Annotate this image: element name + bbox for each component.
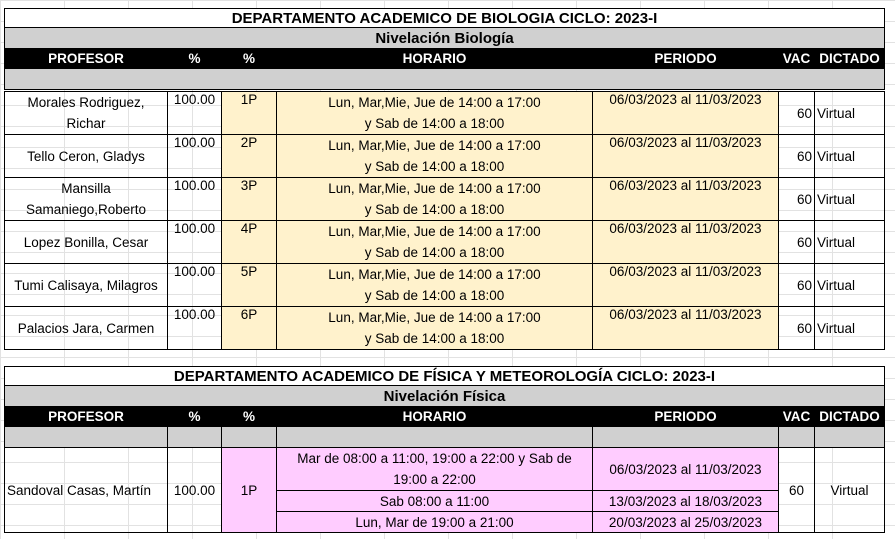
biologia-row (5, 221, 885, 264)
profesor-cell: Tello Ceron, Gladys (5, 135, 168, 178)
dictado-cell: Virtual (815, 307, 885, 350)
horario-line-2: y Sab de 14:00 a 18:00 (364, 202, 505, 217)
horario-cell (277, 221, 593, 264)
grupo-cell: 6P (222, 307, 277, 350)
pct-cell: 100.00 (168, 448, 222, 533)
header-horario: HORARIO (277, 49, 593, 69)
blank-cell (593, 427, 779, 448)
horario-line-1: Lun, Mar,Mie, Jue de 14:00 a 17:00 (328, 267, 541, 282)
periodo-cell: 06/03/2023 al 11/03/2023 (593, 135, 779, 178)
horario-cell (277, 264, 593, 307)
biologia-title-row (5, 9, 885, 28)
dictado-cell: Virtual (815, 92, 885, 135)
profesor-cell: Lopez Bonilla, Cesar (5, 221, 168, 264)
biologia-header-row (5, 49, 885, 69)
horario-cell (277, 135, 593, 178)
header-vac: VAC (779, 49, 815, 69)
horario-line-1: Lun, Mar,Mie, Jue de 14:00 a 17:00 (328, 310, 541, 325)
profesor-cell: Sandoval Casas, Martín (5, 448, 168, 533)
pct-cell: 100.00 (168, 264, 222, 307)
profesor-cell: Mansilla Samaniego,Roberto (5, 178, 168, 221)
periodo-cell: 06/03/2023 al 11/03/2023 (593, 307, 779, 350)
horario-cell (277, 178, 593, 221)
pct-cell: 100.00 (168, 92, 222, 135)
pct-cell: 100.00 (168, 135, 222, 178)
profesor-cell: Morales Rodriguez, Richar (5, 92, 168, 135)
vac-cell: 60 (779, 221, 815, 264)
biologia-title: DEPARTAMENTO ACADEMICO DE BIOLOGIA CICLO: 2023-I (5, 9, 885, 28)
fisica-title: DEPARTAMENTO ACADEMICO DE FÍSICA Y METEOROLOGÍA CICLO: 2023-I (5, 367, 885, 386)
fisica-subtitle-row (5, 386, 885, 407)
horario-cell: Sab 08:00 a 11:00 (277, 491, 593, 512)
horario-line-1: Lun, Mar,Mie, Jue de 14:00 a 17:00 (328, 224, 541, 239)
vac-cell: 60 (779, 448, 815, 533)
profesor-cell: Tumi Calisaya, Milagros (5, 264, 168, 307)
fisica-title-row (5, 367, 885, 386)
grupo-cell: 1P (222, 448, 277, 533)
blank-cell (815, 427, 885, 448)
biologia-row (5, 307, 885, 350)
biologia-row (5, 178, 885, 221)
periodo-cell: 20/03/2023 al 25/03/2023 (593, 512, 779, 533)
grupo-cell: 3P (222, 178, 277, 221)
header-dictado: DICTADO (815, 49, 885, 69)
fisica-table (4, 366, 885, 533)
horario-line-2: y Sab de 14:00 a 18:00 (364, 288, 505, 303)
header-profesor: PROFESOR (5, 407, 168, 427)
horario-line-2: y Sab de 14:00 a 18:00 (364, 245, 505, 260)
horario-line-1: Lun, Mar,Mie, Jue de 14:00 a 17:00 (328, 138, 541, 153)
vac-cell: 60 (779, 264, 815, 307)
horario-cell (277, 307, 593, 350)
header-dictado: DICTADO (815, 407, 885, 427)
pct-cell: 100.00 (168, 178, 222, 221)
biologia-rows (4, 91, 885, 350)
fisica-subtitle: Nivelación Física (5, 386, 885, 407)
blank-cell (5, 427, 168, 448)
header-pct: % (168, 49, 222, 69)
header-periodo: PERIODO (593, 49, 779, 69)
biologia-row (5, 135, 885, 178)
header-vac: VAC (779, 407, 815, 427)
blank-cell (779, 427, 815, 448)
horario-line-1: Lun, Mar,Mie, Jue de 14:00 a 17:00 (328, 95, 541, 110)
dictado-cell: Virtual (815, 178, 885, 221)
fisica-row (5, 448, 885, 491)
dictado-cell: Virtual (815, 221, 885, 264)
biologia-subtitle: Nivelación Biología (5, 28, 885, 49)
grupo-cell: 5P (222, 264, 277, 307)
dictado-cell: Virtual (815, 264, 885, 307)
periodo-cell: 06/03/2023 al 11/03/2023 (593, 92, 779, 135)
fisica-blank-row (5, 427, 885, 448)
horario-cell (277, 92, 593, 135)
pct-cell: 100.00 (168, 221, 222, 264)
header-pct: % (168, 407, 222, 427)
biologia-row (5, 92, 885, 135)
vac-cell: 60 (779, 135, 815, 178)
horario-cell: Lun, Mar de 19:00 a 21:00 (277, 512, 593, 533)
header-profesor: PROFESOR (5, 49, 168, 69)
biologia-row (5, 264, 885, 307)
profesor-cell: Palacios Jara, Carmen (5, 307, 168, 350)
periodo-cell: 06/03/2023 al 11/03/2023 (593, 448, 779, 491)
biologia-subtitle-row (5, 28, 885, 49)
biologia-table (4, 8, 885, 90)
horario-cell: Mar de 08:00 a 11:00, 19:00 a 22:00 y Sab de 19:00 a 22:00 (277, 448, 593, 491)
grupo-cell: 2P (222, 135, 277, 178)
horario-line-2: y Sab de 14:00 a 18:00 (364, 331, 505, 346)
header-periodo: PERIODO (593, 407, 779, 427)
vac-cell: 60 (779, 178, 815, 221)
header-pct-2: % (222, 49, 277, 69)
blank-cell (168, 427, 222, 448)
header-horario: HORARIO (277, 407, 593, 427)
horario-line-2: y Sab de 14:00 a 18:00 (364, 159, 505, 174)
blank-cell (277, 427, 593, 448)
dictado-cell: Virtual (815, 135, 885, 178)
grupo-cell: 4P (222, 221, 277, 264)
fisica-header-row (5, 407, 885, 427)
blank-cell (222, 427, 277, 448)
grupo-cell: 1P (222, 92, 277, 135)
header-pct-2: % (222, 407, 277, 427)
periodo-cell: 06/03/2023 al 11/03/2023 (593, 178, 779, 221)
blank-cell (5, 69, 885, 90)
periodo-cell: 06/03/2023 al 11/03/2023 (593, 264, 779, 307)
dictado-cell: Virtual (815, 448, 885, 533)
horario-line-1: Lun, Mar,Mie, Jue de 14:00 a 17:00 (328, 181, 541, 196)
vac-cell: 60 (779, 307, 815, 350)
pct-cell: 100.00 (168, 307, 222, 350)
horario-line-2: y Sab de 14:00 a 18:00 (364, 116, 505, 131)
periodo-cell: 13/03/2023 al 18/03/2023 (593, 491, 779, 512)
vac-cell: 60 (779, 92, 815, 135)
biologia-blank-row (5, 69, 885, 90)
periodo-cell: 06/03/2023 al 11/03/2023 (593, 221, 779, 264)
